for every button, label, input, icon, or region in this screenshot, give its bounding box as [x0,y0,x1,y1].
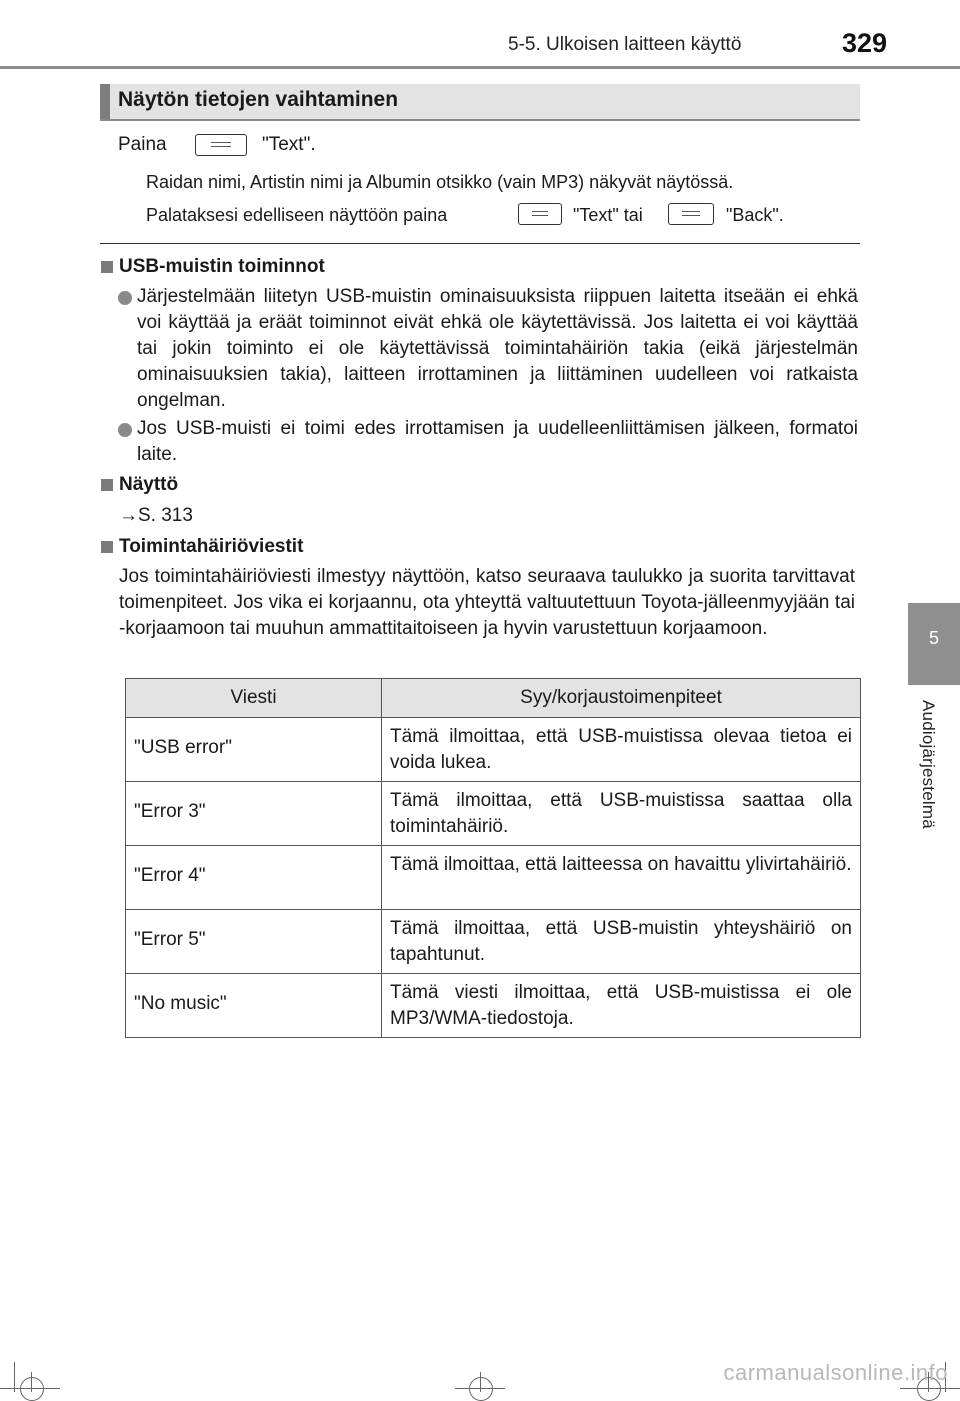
chapter-number: 5 [928,628,939,648]
message-cell: "Error 5" [126,910,382,974]
back-button-icon [668,203,714,225]
square-bullet-icon [101,479,113,491]
page-number: 329 [842,28,888,58]
column-header-cause: Syy/korjaustoimenpiteet [382,679,861,718]
crop-mark [480,1372,481,1392]
crop-mark [900,1388,960,1389]
round-bullet-icon [118,291,132,305]
usb-bullet-2: Jos USB-muisti ei toimi edes irrottamisen ja uudelleenliittämisen jälkeen, formatoi laite. [137,418,858,465]
cause-cell: Tämä ilmoittaa, että laitteessa on havaittu ylivirtahäiriö. [382,846,861,910]
display-heading: Näyttö [119,474,179,495]
usb-bullet-1: Järjestelmään liitetyn USB-muistin ominaisuuksista riippuen laitetta itseään ei ehkä voi käyttää ja eräät toiminnot eivät ehkä ole käytettävissä. Jos laitetta ei voi käyttää tai jokin toiminto ei ole käytettävissä toimintahäiriön takia (eikä järjestelmän ominaisuuksien takia), laitteen irrottaminen ja liittäminen uudelleen voi ratkaista ongelman. [137,286,858,411]
text-button-icon [518,203,562,225]
cause-cell: Tämä ilmoittaa, että USB-muistissa saattaa olla toimintahäiriö. [382,782,861,846]
error-message-table [125,678,861,1038]
display-page-reference: →S. 313 [119,505,193,526]
step-suffix: "Text". [262,134,316,155]
message-cell: "Error 4" [126,846,382,910]
cause-cell: Tämä ilmoittaa, että USB-muistin yhteyshäiriö on tapahtunut. [382,910,861,974]
text-button-icon [195,134,247,156]
table-row [126,782,861,846]
table-row [126,718,861,782]
step-back-suffix: "Back". [726,205,784,225]
column-header-message: Viesti [126,679,382,718]
section-heading-accent [100,84,110,120]
section-title: Näytön tietojen vaihtaminen [118,88,399,111]
chapter-label: Audiojärjestelmä [919,700,938,829]
errors-heading: Toimintahäiriöviestit [119,536,304,557]
header-rule [0,66,960,69]
message-cell: "No music" [126,974,382,1038]
registration-mark-icon [469,1377,493,1401]
cause-cell: Tämä ilmoittaa, että USB-muistissa olevaa tietoa ei voida lukea. [382,718,861,782]
crop-mark [455,1388,505,1389]
watermark: carmanualsonline.info [723,1360,948,1385]
table-row [126,910,861,974]
table-row [126,846,861,910]
section-heading-underline [100,119,860,121]
usb-heading: USB-muistin toiminnot [119,256,325,277]
message-cell: "USB error" [126,718,382,782]
step-back-prefix: Palataksesi edelliseen näyttöön paina [146,205,448,225]
square-bullet-icon [101,541,113,553]
crop-mark [31,1372,32,1392]
message-cell: "Error 3" [126,782,382,846]
errors-intro: Jos toimintahäiriöviesti ilmestyy näyttöön, katso seuraava taulukko ja suorita tarvittavat toimenpiteet. Jos vika ei korjaannu, ota yhteyttä valtuutettuun Toyota-jälleenmyyjään tai -korjaamoon tai muuhun ammattitaitoiseen ja hyvin varustettuun korjaamoon. [119,566,855,639]
round-bullet-icon [118,423,132,437]
step-result-line: Raidan nimi, Artistin nimi ja Albumin otsikko (vain MP3) näkyvät näytössä. [146,172,734,192]
step-back-mid: "Text" tai [573,205,643,225]
registration-mark-icon [20,1377,44,1401]
step-divider [100,243,860,244]
square-bullet-icon [101,261,113,273]
step-prefix: Paina [118,134,167,155]
table-row [126,974,861,1038]
section-header: 5-5. Ulkoisen laitteen käyttö [508,34,742,55]
table-header-row [126,679,861,718]
cause-cell: Tämä viesti ilmoittaa, että USB-muistissa ei ole MP3/WMA-tiedostoja. [382,974,861,1038]
